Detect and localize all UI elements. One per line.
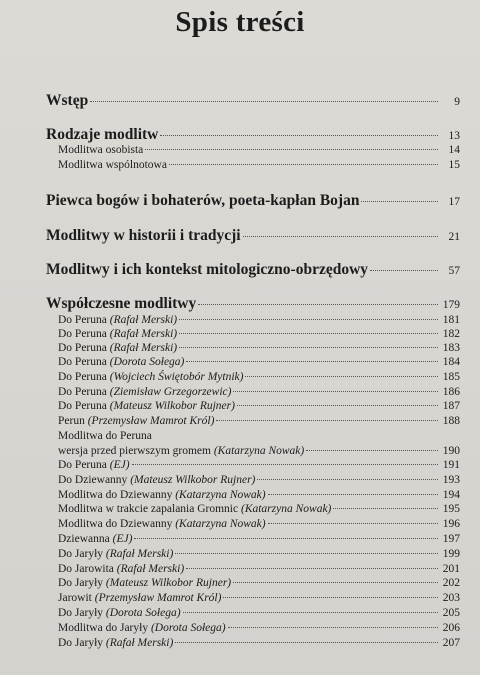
toc-entry-author: (Rafał Merski) <box>109 342 178 354</box>
toc-entry-title: Do Peruna <box>58 356 107 368</box>
toc-entry-page: 203 <box>442 592 460 604</box>
toc-entry-title: Do Peruna <box>58 371 107 383</box>
toc-entry-d3 <box>58 503 460 515</box>
dot-leader <box>243 228 438 237</box>
toc-entry-page: 188 <box>442 415 460 427</box>
toc-entry-title: Do Jaryły <box>58 607 104 619</box>
toc-entry-author: (Rafał Merski) <box>109 328 178 340</box>
toc-entry-author: (Katarzyna Nowak) <box>175 518 266 530</box>
toc-entry-author: (Wojciech Świętobór Mytnik) <box>109 371 244 383</box>
toc-entry-label <box>58 159 167 171</box>
toc-entry-rodzaje <box>46 126 460 144</box>
toc-entry-title: Modlitwa osobista <box>58 144 144 156</box>
dot-leader <box>361 193 438 202</box>
toc-entry-page: 207 <box>442 637 460 649</box>
dot-leader <box>268 517 438 524</box>
toc-entry-label <box>58 518 266 530</box>
toc-entry-label <box>58 445 304 457</box>
toc-entry-label <box>58 400 235 412</box>
dot-leader <box>333 502 438 509</box>
dot-leader <box>257 473 438 480</box>
toc-entry-title: wersja przed pierwszym gromem <box>58 445 211 457</box>
toc-entry-title: Do Peruna <box>58 386 107 398</box>
toc-entry-label <box>58 592 221 604</box>
dot-leader <box>268 488 438 495</box>
toc-entry-label <box>58 459 130 471</box>
toc-entry-title: Do Jaryły <box>58 577 104 589</box>
toc-entry-author: (EJ) <box>112 533 133 545</box>
toc-entry-title: Wstęp <box>46 92 89 109</box>
toc-entry-title: Modlitwa do Jaryły <box>58 622 149 634</box>
toc-entry-label <box>58 314 177 326</box>
toc-entry-page: 179 <box>442 299 460 311</box>
toc-entry-label <box>58 577 231 589</box>
toc-entry-page: 199 <box>442 548 460 560</box>
toc-entry-title: Jarowit <box>58 592 92 604</box>
toc-entry-author: (Przemysław Mamrot Król) <box>87 415 215 427</box>
toc-entry-author: (Dorota Sołega) <box>150 622 226 634</box>
dot-leader <box>175 547 438 554</box>
toc-entry-page: 14 <box>448 144 460 156</box>
dot-leader <box>223 591 438 598</box>
toc-entry-page: 15 <box>448 159 460 171</box>
dot-leader <box>145 143 438 150</box>
dot-leader <box>216 414 438 421</box>
toc-entry-author: (Rafał Merski) <box>105 548 174 560</box>
toc-entry-label <box>58 386 231 398</box>
toc-entry-author: (Mateusz Wilkobor Rujner) <box>109 400 235 412</box>
toc-entry-kontekst <box>46 261 460 279</box>
toc-entry-piewca <box>46 192 460 210</box>
toc-entry-page: 191 <box>442 459 460 471</box>
toc-entry-label <box>58 328 177 340</box>
toc-entry-label <box>46 295 196 313</box>
dot-leader <box>90 93 438 102</box>
toc-entry-title: Perun <box>58 415 85 427</box>
toc-entry-label <box>58 474 255 486</box>
toc-entry-p7 <box>58 400 460 412</box>
toc-entry-author: (Dorota Sołega) <box>105 607 181 619</box>
toc-entry-page: 9 <box>454 96 460 108</box>
toc-entry-author: (Mateusz Wilkobor Rujner) <box>130 474 256 486</box>
toc-entry-title: Współczesne modlitwy <box>46 295 197 312</box>
toc-entry-j4 <box>58 592 460 604</box>
toc-entry-author: (Rafał Merski) <box>109 314 178 326</box>
toc-entry-p5 <box>58 371 460 383</box>
toc-entry-page: 195 <box>442 503 460 515</box>
toc-entry-j7 <box>58 637 460 649</box>
toc-entry-label <box>58 607 181 619</box>
toc-entry-p10 <box>58 459 460 471</box>
toc-entry-page: 206 <box>442 622 460 634</box>
toc-entry-page: 184 <box>442 356 460 368</box>
toc-entry-d4 <box>58 518 460 530</box>
toc-entry-label <box>58 371 243 383</box>
toc-entry-label <box>58 637 173 649</box>
toc-entry-page: 187 <box>442 400 460 412</box>
toc-entry-title: Do Peruna <box>58 328 107 340</box>
toc-entry-page: 13 <box>448 130 460 142</box>
toc-entry-title: Do Jaryły <box>58 548 104 560</box>
toc-entry-d5 <box>58 533 460 545</box>
toc-entry-p2 <box>58 328 460 340</box>
toc-entry-title: Modlitwy w historii i tradycji <box>46 227 241 244</box>
toc-entry-j1 <box>58 548 460 560</box>
toc-entry-label <box>58 430 152 442</box>
dot-leader <box>179 327 438 334</box>
toc-entry-wstep <box>46 92 460 110</box>
toc-entry-author: (Dorota Sołega) <box>109 356 185 368</box>
toc-entry-title: Dziewanna <box>58 533 110 545</box>
toc-entry-label <box>46 227 241 245</box>
toc-entry-wspolczesne <box>46 295 460 313</box>
toc-entry-label <box>58 533 132 545</box>
toc-entry-j5 <box>58 607 460 619</box>
toc-entry-j3 <box>58 577 460 589</box>
toc-entry-label <box>58 503 331 515</box>
toc-entry-p1 <box>58 314 460 326</box>
toc-entry-label <box>58 356 184 368</box>
dot-leader <box>179 313 438 320</box>
toc-entry-author: (Ziemisław Grzegorzewic) <box>109 386 232 398</box>
toc-entry-page: 181 <box>442 314 460 326</box>
toc-entry-page: 190 <box>442 445 460 457</box>
toc-entry-author: (Mateusz Wilkobor Rujner) <box>105 577 232 589</box>
dot-leader <box>233 385 438 392</box>
toc-entry-j6 <box>58 622 460 634</box>
toc-entry-author: (Rafał Merski) <box>116 563 185 575</box>
dot-leader <box>179 341 438 348</box>
toc-entry-page: 183 <box>442 342 460 354</box>
toc-entry-title: Do Peruna <box>58 459 107 471</box>
dot-leader <box>233 576 438 583</box>
toc-entry-label <box>58 144 143 156</box>
toc-entry-title: Modlitwa w trakcie zapalania Gromnic <box>58 503 239 515</box>
toc-entry-title: Modlitwy i ich kontekst mitologiczno-obrzędowy <box>46 261 369 278</box>
toc-entry-p9a <box>58 430 460 442</box>
toc-entry-page: 186 <box>442 386 460 398</box>
page-title: Spis treści <box>175 6 305 38</box>
dot-leader <box>134 532 438 539</box>
toc-entry-historia <box>46 227 460 245</box>
toc-entry-d2 <box>58 489 460 501</box>
toc-entry-title: Modlitwa wspólnotowa <box>58 159 167 171</box>
toc-entry-page: 193 <box>442 474 460 486</box>
toc-entry-title: Do Peruna <box>58 314 107 326</box>
toc-entry-author: (Katarzyna Nowak) <box>240 503 332 515</box>
toc-entry-title: Piewca bogów i bohaterów, poeta-kapłan Bojan <box>46 192 360 209</box>
toc-entry-p6 <box>58 386 460 398</box>
toc-entry-page: 17 <box>448 196 460 208</box>
toc-entry-title: Do Peruna <box>58 342 107 354</box>
dot-leader <box>183 606 438 613</box>
toc-entry-page: 182 <box>442 328 460 340</box>
toc-entry-label <box>58 622 226 634</box>
toc-entry-p8 <box>58 415 460 427</box>
toc-entry-osobista <box>58 144 460 156</box>
dot-leader <box>245 370 438 377</box>
toc-entry-p3 <box>58 342 460 354</box>
toc-entry-title: Modlitwa do Peruna <box>58 430 152 442</box>
dot-leader <box>186 562 438 569</box>
dot-leader <box>175 636 438 643</box>
toc-entry-author: (EJ) <box>109 459 130 471</box>
toc-entry-title: Do Jarowita <box>58 563 114 575</box>
toc-entry-page: 197 <box>442 533 460 545</box>
toc-entry-author: (Katarzyna Nowak) <box>175 489 266 501</box>
toc-entry-j2 <box>58 563 460 575</box>
toc-entry-title: Do Peruna <box>58 400 107 412</box>
toc-entry-label <box>46 126 158 144</box>
toc-entry-page: 185 <box>442 371 460 383</box>
toc-entry-page: 21 <box>448 231 460 243</box>
dot-leader <box>370 262 438 271</box>
toc-entry-author: (Katarzyna Nowak) <box>213 445 305 457</box>
toc-entry-label <box>58 548 173 560</box>
toc-entry-label <box>58 563 184 575</box>
dot-leader <box>228 621 438 628</box>
dot-leader <box>132 458 438 465</box>
dot-leader <box>306 444 438 451</box>
toc-entry-label <box>46 261 368 279</box>
toc-entry-page: 194 <box>442 489 460 501</box>
toc-entry-page: 57 <box>448 265 460 277</box>
toc-entry-page: 201 <box>442 563 460 575</box>
dot-leader <box>237 399 438 406</box>
toc-entry-label <box>46 192 359 210</box>
toc-entry-page: 202 <box>442 577 460 589</box>
toc-entry-label <box>58 342 177 354</box>
toc-entry-author: (Rafał Merski) <box>105 637 174 649</box>
toc-entry-title: Modlitwa do Dziewanny <box>58 489 173 501</box>
dot-leader <box>186 355 438 362</box>
dot-leader <box>198 296 438 305</box>
toc-entry-label <box>46 92 88 110</box>
toc-entry-title: Modlitwa do Dziewanny <box>58 518 173 530</box>
toc-entry-author: (Przemysław Mamrot Król) <box>94 592 222 604</box>
toc-entry-title: Do Dziewanny <box>58 474 128 486</box>
toc-entry-title: Do Jaryły <box>58 637 104 649</box>
toc-entry-d1 <box>58 474 460 486</box>
toc-entry-title: Rodzaje modlitw <box>46 126 159 143</box>
toc-entry-label <box>58 415 214 427</box>
toc-entry-wspolnotowa <box>58 159 460 171</box>
dot-leader <box>160 127 438 136</box>
toc-entry-page: 196 <box>442 518 460 530</box>
toc-entry-p4 <box>58 356 460 368</box>
dot-leader <box>169 158 438 165</box>
toc-entry-label <box>58 489 266 501</box>
toc-entry-p9b <box>58 445 460 457</box>
toc-entry-page: 205 <box>442 607 460 619</box>
